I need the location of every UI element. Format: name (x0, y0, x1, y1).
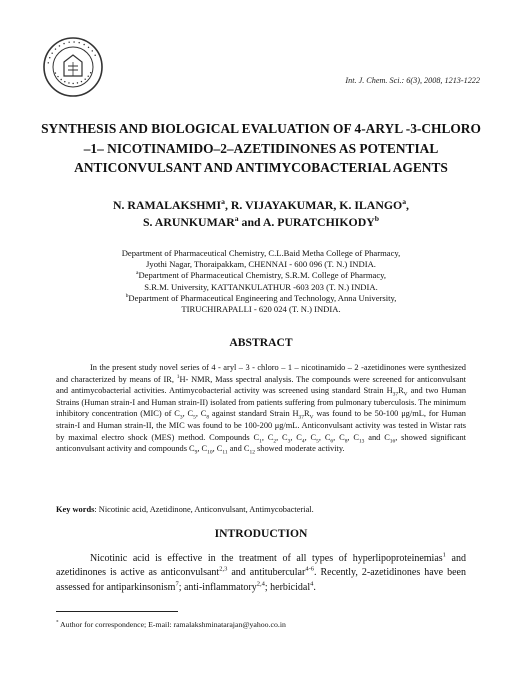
keywords (56, 505, 466, 514)
affiliation-text: Department of Pharmaceutical Chemistry, S.R.M. College of Pharmacy, (138, 270, 387, 281)
abstract-text: , C (261, 432, 274, 442)
citation: 4 (310, 580, 314, 588)
introduction-body (56, 552, 466, 595)
abstract-text: was found to be 50-100 μg/mL, for Human strain-I and Human strain-II, the MIC was found to be 100-200 μg/mL. Anticonvulsant activity was tested in Wistar rats by maximal electro shock (MES) method. Compounds C (56, 409, 466, 442)
journal-reference: Int. J. Chem. Sci.: 6(3), 2008, 1213-1222 (345, 76, 480, 85)
subscript: 3 (179, 415, 183, 422)
abstract-text: and two Human Strains (Human strain-I and Human strain-II) isolated from patients suffering from pulmonary tuberculosis. The minimum inhibitory concentration (MIC) of C (56, 386, 467, 419)
intro-text: . Recently, 2-azetidinones have been assessed for antiparkinsonism (56, 567, 466, 593)
paper-title: SYNTHESIS AND BIOLOGICAL EVALUATION OF 4-ARYL -3-CHLORO –1– NICOTINAMIDO–2–AZETIDINONES AS POTENTIAL ANTICONVULSANT AND ANTIMYCOBACTERIAL AGENTS (41, 121, 481, 175)
citation: 2,4 (256, 580, 265, 588)
abstract-text: , C (347, 432, 359, 442)
separator: , (224, 198, 231, 212)
svg-text:• • • • • • • • • • • • •: • • • • • • • • • • • • • (45, 38, 99, 65)
abstract-text: showed moderate activity. (254, 444, 345, 454)
affiliation-line (50, 270, 472, 281)
abstract-text: , C (276, 432, 288, 442)
subscript: V (309, 415, 314, 422)
subscript: 3 (287, 438, 291, 445)
abstract-text: , showed significant anticonvulsant activity and compounds C (56, 432, 466, 454)
abstract-text: , C (304, 432, 317, 442)
intro-text: . (313, 581, 316, 593)
intro-text: and azetidinones is active as anticonvulsant (56, 553, 466, 579)
citation: 4-6 (305, 566, 314, 574)
svg-text:• • • • • • • • • • • •: • • • • • • • • • • • (51, 69, 96, 88)
subscript: 1 (259, 438, 262, 445)
subscript: 6 (330, 438, 334, 445)
citation: 2,3 (219, 566, 228, 574)
superscript: 1 (176, 373, 180, 380)
author-marker: a (221, 197, 225, 207)
keywords-label: Key words (56, 505, 95, 514)
author-marker: b (374, 214, 379, 224)
affiliation-line: S.R.M. University, KATTANKULATHUR -603 203 (T. N.) INDIA. (144, 281, 378, 292)
subscript: 2 (273, 438, 277, 445)
author-name: A. PURATCHIKODY (262, 215, 375, 229)
subscript: 5 (316, 438, 319, 445)
abstract-text: R (303, 409, 310, 419)
subscript: 10 (207, 449, 213, 456)
citation: 7 (175, 580, 179, 588)
subscript: 5 (193, 415, 196, 422)
subscript: V (403, 391, 408, 398)
affiliation-marker: b (125, 292, 129, 299)
intro-text: Nicotinic acid is effective in the treatment of all types of hyperlipoproteinemias (90, 553, 443, 564)
abstract-text: H- NMR, Mass spectral analysis. The compounds were screened for anticonvulsant and antimycobacterial activities. Antimycobacterial activity was screened using standard Strain H (56, 374, 466, 396)
subscript: 9 (194, 449, 198, 456)
subscript: 13 (358, 438, 365, 445)
subscript: 37 (298, 415, 304, 422)
author-marker: a (234, 214, 239, 224)
abstract-text: , C (197, 444, 208, 454)
abstract-text: , C (212, 444, 223, 454)
subscript: 12 (249, 449, 255, 456)
footnote-text: Author for correspondence; E-mail: ramalakshminatarajan@yahoo.co.in (58, 620, 286, 629)
abstract-heading: ABSTRACT (229, 336, 293, 349)
affiliation-line (50, 293, 472, 304)
keywords-text: : Nicotinic acid, Azetidinone, Anticonvulsant, Antimycobacterial. (94, 505, 314, 514)
abstract-text: against standard Strain H (209, 409, 299, 419)
intro-text: ; anti-inflammatory (178, 581, 257, 593)
affiliation-text: Department of Pharmaceutical Engineering and Technology, Anna University, (128, 292, 397, 303)
affiliations (50, 248, 472, 315)
subscript: 11 (222, 449, 228, 456)
citation: 1 (442, 551, 446, 559)
separator: and (238, 215, 263, 229)
subscript: 4 (301, 438, 305, 445)
affiliation-line: TIRUCHIRAPALLI - 620 024 (T. N.) INDIA. (181, 304, 341, 315)
abstract-text: R (398, 386, 404, 396)
affiliation-marker: a (135, 270, 139, 277)
footnote-divider (56, 611, 178, 612)
author-marker: a (402, 197, 407, 207)
abstract-text: , C (333, 432, 345, 442)
intro-text: ; herbicidal (264, 581, 311, 593)
author-name: S. ARUNKUMAR (143, 215, 235, 229)
institution-seal-icon (42, 36, 104, 98)
author-name: R. VIJAYAKUMAR, K. ILANGO (230, 198, 403, 212)
abstract-text: and C (364, 432, 390, 442)
author-list: N. RAMALAKSHMI$^a$, R. VIJAYAKUMAR, K. ILANGO$^a$, S. ARUNKUMAR$^a$ and A. PURATCHIKODY$^b$ (113, 197, 409, 229)
footnote (56, 620, 466, 629)
abstract-text: , C (182, 409, 194, 419)
subscript: 16 (389, 438, 396, 445)
abstract-text: and C (227, 444, 250, 454)
affiliation-line: Department of Pharmaceutical Chemistry, C.L.Baid Metha College of Pharmacy, (121, 248, 401, 258)
footnote-marker: * (56, 619, 59, 626)
subscript: 8 (344, 438, 348, 445)
intro-text: and antitubercular (227, 567, 306, 579)
abstract-text: , C (290, 432, 302, 442)
subscript: 37 (392, 391, 399, 398)
abstract-text: , C (318, 432, 331, 442)
introduction-heading: INTRODUCTION (214, 527, 308, 540)
abstract-body (56, 362, 466, 455)
abstract-text: In the present study novel series of 4 - aryl – 3 - chloro – 1 – nicotinamido – 2 -azetidinones were synthesized and characterized by means of IR, (56, 363, 466, 384)
subscript: 8 (206, 415, 210, 422)
abstract-text: , C (195, 409, 207, 419)
author-name: N. RAMALAKSHMI (113, 198, 222, 212)
affiliation-line: Jyothi Nagar, Thoraipakkam, CHENNAI - 600 096 (T. N.) INDIA. (146, 259, 376, 270)
